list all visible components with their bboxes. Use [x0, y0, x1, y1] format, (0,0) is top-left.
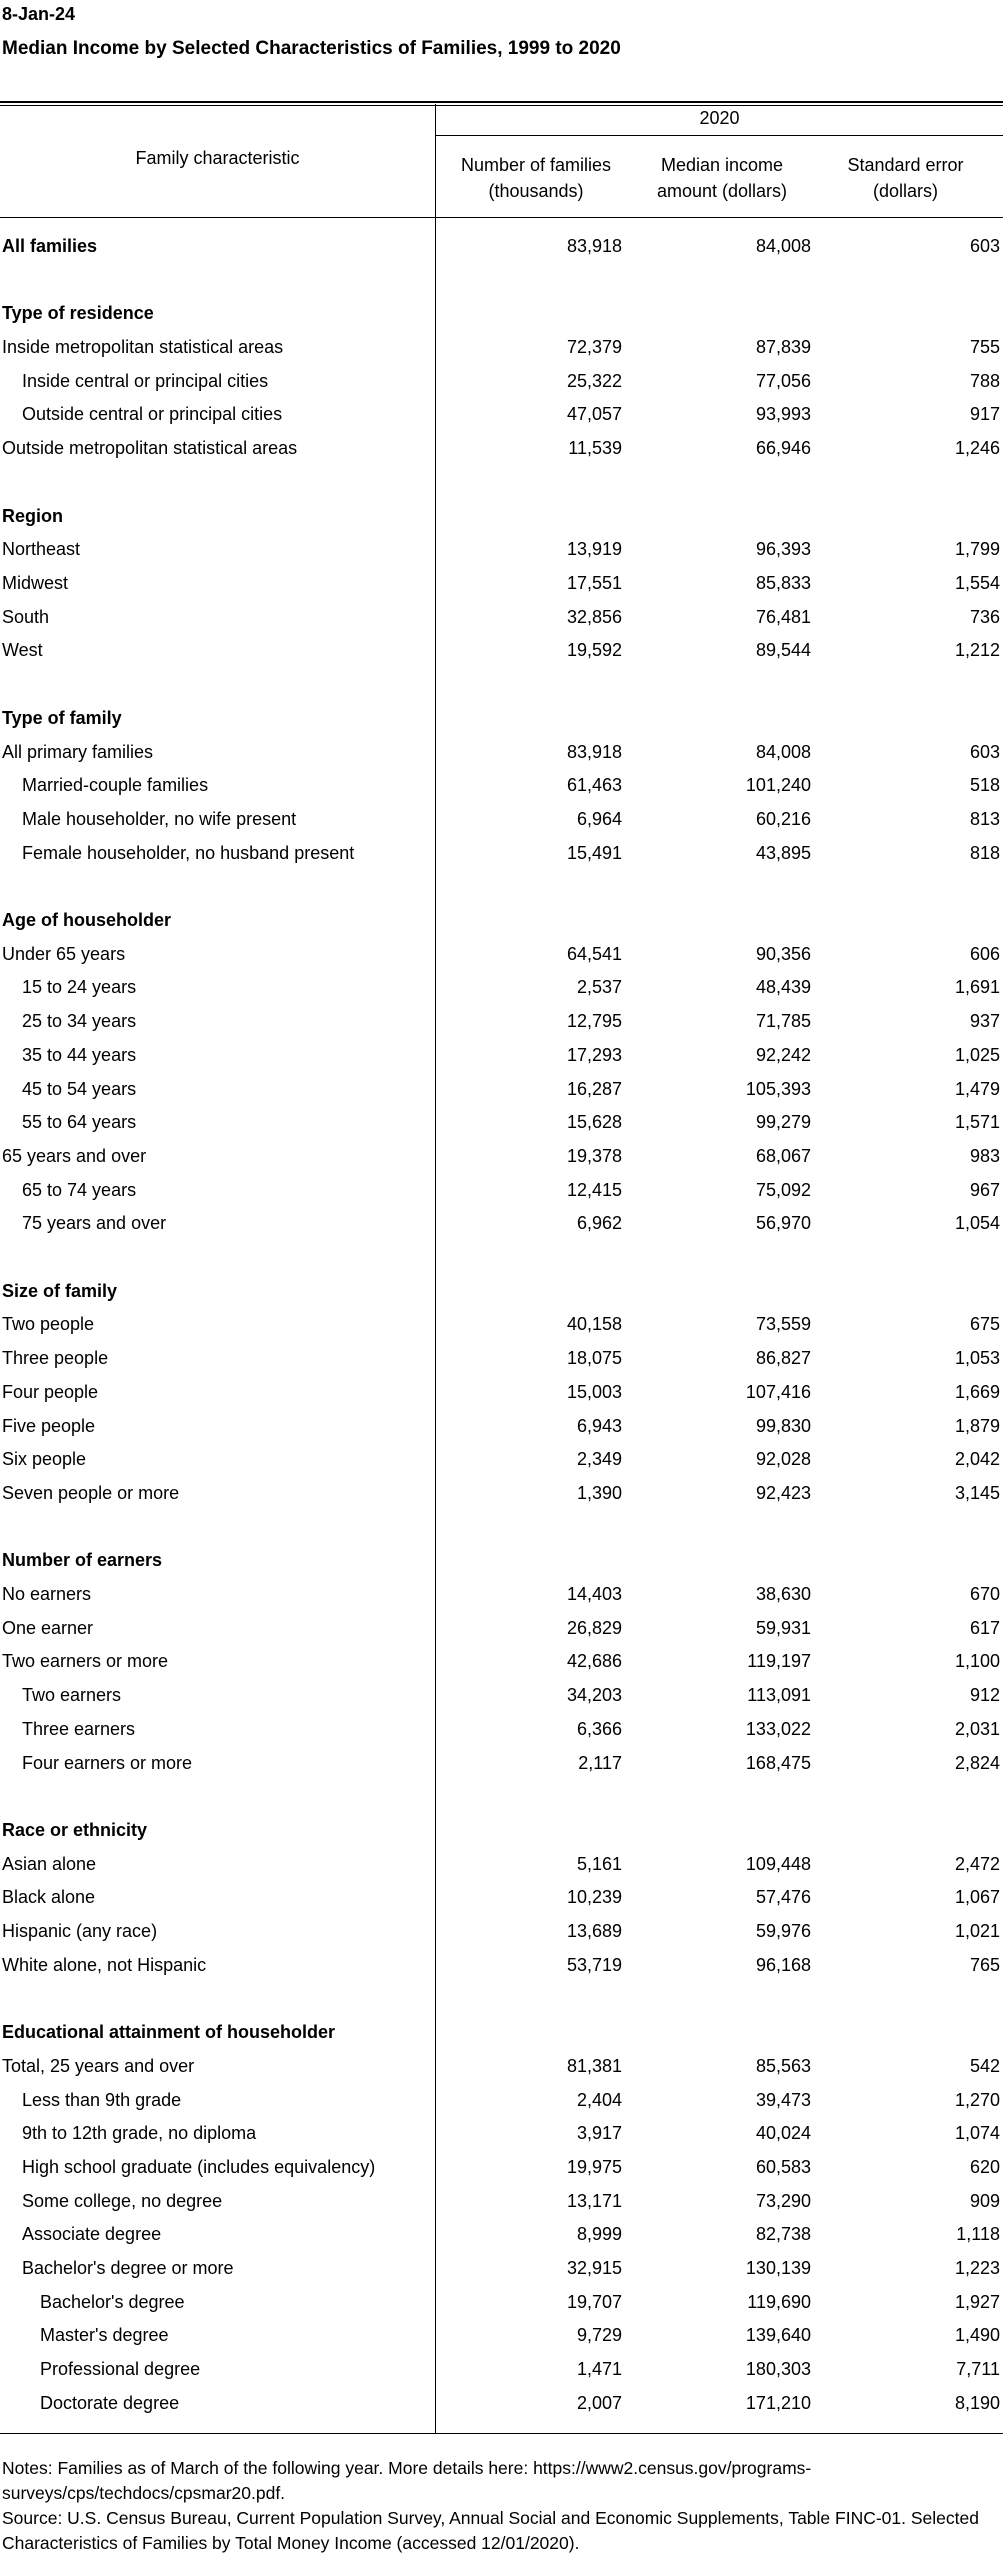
row-label: All primary families — [2, 742, 154, 762]
standard-error-cell: 1,074 — [954, 2123, 1000, 2143]
table-row — [0, 366, 1003, 396]
row-label: Doctorate degree — [40, 2393, 180, 2413]
table-row — [0, 1074, 1003, 1104]
median-income-cell: 38,630 — [755, 1584, 811, 1604]
row-label: Outside central or principal cities — [22, 404, 283, 424]
table-row — [0, 1411, 1003, 1441]
standard-error-cell: 1,270 — [954, 2090, 1000, 2110]
column-header-line: Standard error — [847, 155, 964, 175]
table-top-rule — [0, 101, 1003, 106]
standard-error-cell: 1,053 — [954, 1348, 1000, 1368]
table-row — [0, 2152, 1003, 2182]
number-of-families-cell: 13,919 — [566, 539, 622, 559]
section-label: Age of householder — [2, 910, 172, 930]
standard-error-cell: 518 — [969, 775, 1000, 795]
number-of-families-cell: 3,917 — [576, 2123, 622, 2143]
row-label: Five people — [2, 1416, 96, 1436]
number-of-families-cell: 81,381 — [566, 2056, 622, 2076]
standard-error-cell: 983 — [969, 1146, 1000, 1166]
median-income-cell: 92,242 — [755, 1045, 811, 1065]
column-header-line: Number of families — [460, 155, 612, 175]
median-income-cell: 85,563 — [755, 2056, 811, 2076]
row-label: Three earners — [22, 1719, 136, 1739]
standard-error-cell: 917 — [969, 404, 1000, 424]
table-row — [0, 1680, 1003, 1710]
standard-error-cell: 1,246 — [954, 438, 1000, 458]
number-of-families-cell: 5,161 — [576, 1854, 622, 1874]
median-income-cell: 85,833 — [755, 573, 811, 593]
table-row — [0, 804, 1003, 834]
standard-error-cell: 3,145 — [954, 1483, 1000, 1503]
section-label: Type of family — [2, 708, 122, 728]
table-row — [0, 1141, 1003, 1171]
median-income-cell: 48,439 — [755, 977, 811, 997]
standard-error-cell: 818 — [969, 843, 1000, 863]
standard-error-cell: 912 — [969, 1685, 1000, 1705]
table-row — [0, 1478, 1003, 1508]
standard-error-cell: 1,799 — [954, 539, 1000, 559]
standard-error-cell: 8,190 — [954, 2393, 1000, 2413]
median-income-cell: 133,022 — [745, 1719, 811, 1739]
row-label: West — [2, 640, 43, 660]
table-row — [0, 399, 1003, 429]
median-income-cell: 73,290 — [755, 2191, 811, 2211]
row-label: No earners — [2, 1584, 92, 1604]
table-row — [0, 2320, 1003, 2350]
table-row — [0, 2219, 1003, 2249]
standard-error-cell: 1,669 — [954, 1382, 1000, 1402]
number-of-families-cell: 40,158 — [566, 1314, 622, 1334]
median-income-cell: 92,423 — [755, 1483, 811, 1503]
number-of-families-cell: 19,592 — [566, 640, 622, 660]
number-of-families-cell: 47,057 — [566, 404, 622, 424]
standard-error-cell: 1,067 — [954, 1887, 1000, 1907]
standard-error-cell: 1,927 — [954, 2292, 1000, 2312]
standard-error-cell: 2,472 — [954, 1854, 1000, 1874]
median-income-cell: 59,976 — [755, 1921, 811, 1941]
table-row — [0, 2085, 1003, 2115]
row-label: Male householder, no wife present — [22, 809, 297, 829]
standard-error-cell: 675 — [969, 1314, 1000, 1334]
standard-error-cell: 909 — [969, 2191, 1000, 2211]
row-label: Two people — [2, 1314, 95, 1334]
column-header-number-of-families — [436, 152, 636, 204]
row-label: Four earners or more — [22, 1753, 193, 1773]
table-row — [0, 1444, 1003, 1474]
table-row — [0, 1343, 1003, 1373]
median-income-cell: 87,839 — [755, 337, 811, 357]
median-income-cell: 99,830 — [755, 1416, 811, 1436]
standard-error-cell: 2,824 — [954, 1753, 1000, 1773]
number-of-families-cell: 6,366 — [576, 1719, 622, 1739]
number-of-families-cell: 2,537 — [576, 977, 622, 997]
number-of-families-cell: 72,379 — [566, 337, 622, 357]
row-label: Inside central or principal cities — [22, 371, 269, 391]
row-label: Total, 25 years and over — [2, 2056, 195, 2076]
number-of-families-cell: 6,964 — [576, 809, 622, 829]
standard-error-cell: 1,118 — [956, 2224, 1000, 2244]
table-row — [0, 972, 1003, 1002]
row-label: Associate degree — [22, 2224, 162, 2244]
row-label: Black alone — [2, 1887, 96, 1907]
table-row — [0, 1107, 1003, 1137]
standard-error-cell: 755 — [969, 337, 1000, 357]
standard-error-cell: 1,691 — [954, 977, 1000, 997]
table-row — [0, 1040, 1003, 1070]
median-income-cell: 60,583 — [755, 2157, 811, 2177]
standard-error-cell: 1,879 — [954, 1416, 1000, 1436]
median-income-cell: 76,481 — [755, 607, 811, 627]
median-income-cell: 96,168 — [755, 1955, 811, 1975]
family-characteristic-header: Family characteristic — [135, 148, 300, 168]
table-row — [0, 568, 1003, 598]
column-header-line: (dollars) — [872, 181, 938, 201]
table-row — [0, 2051, 1003, 2081]
page-title: Median Income by Selected Characteristics of Families, 1999 to 2020 — [2, 38, 621, 59]
row-label: Bachelor's degree or more — [22, 2258, 234, 2278]
section-label: Number of earners — [2, 1550, 163, 1570]
table-row — [0, 332, 1003, 362]
standard-error-cell: 967 — [969, 1180, 1000, 1200]
row-label: Six people — [2, 1449, 87, 1469]
section-heading — [0, 1815, 1003, 1845]
row-label: 45 to 54 years — [22, 1079, 137, 1099]
standard-error-cell: 765 — [969, 1955, 1000, 1975]
row-label: 65 to 74 years — [22, 1180, 137, 1200]
standard-error-cell: 670 — [969, 1584, 1000, 1604]
standard-error-cell: 620 — [969, 2157, 1000, 2177]
number-of-families-cell: 2,404 — [576, 2090, 622, 2110]
section-label: Type of residence — [2, 303, 154, 323]
section-heading — [0, 1276, 1003, 1306]
row-label: Bachelor's degree — [40, 2292, 185, 2312]
standard-error-cell: 603 — [969, 236, 1000, 256]
table-row — [0, 1377, 1003, 1407]
number-of-families-cell: 26,829 — [566, 1618, 622, 1638]
standard-error-cell: 7,711 — [956, 2359, 1000, 2379]
number-of-families-cell: 16,287 — [566, 1079, 622, 1099]
standard-error-cell: 617 — [969, 1618, 1000, 1638]
median-income-cell: 56,970 — [755, 1213, 811, 1233]
standard-error-cell: 1,025 — [954, 1045, 1000, 1065]
row-label: White alone, not Hispanic — [2, 1955, 207, 1975]
number-of-families-cell: 6,962 — [576, 1213, 622, 1233]
median-income-cell: 68,067 — [755, 1146, 811, 1166]
standard-error-cell: 1,490 — [954, 2325, 1000, 2345]
standard-error-cell: 1,054 — [954, 1213, 1000, 1233]
table-row — [0, 433, 1003, 463]
median-income-cell: 43,895 — [755, 843, 811, 863]
header-bottom-rule — [0, 217, 1003, 218]
median-income-cell: 139,640 — [745, 2325, 811, 2345]
number-of-families-cell: 6,943 — [576, 1416, 622, 1436]
median-income-cell: 168,475 — [745, 1753, 811, 1773]
row-label: High school graduate (includes equivalency) — [22, 2157, 376, 2177]
table-row — [0, 1309, 1003, 1339]
number-of-families-cell: 17,293 — [566, 1045, 622, 1065]
median-income-cell: 105,393 — [745, 1079, 811, 1099]
section-heading — [0, 703, 1003, 733]
number-of-families-cell: 19,378 — [566, 1146, 622, 1166]
median-income-cell: 171,210 — [745, 2393, 811, 2413]
median-income-cell: 93,993 — [755, 404, 811, 424]
median-income-cell: 84,008 — [755, 236, 811, 256]
number-of-families-cell: 1,471 — [576, 2359, 622, 2379]
section-heading — [0, 501, 1003, 531]
number-of-families-cell: 64,541 — [566, 944, 622, 964]
number-of-families-cell: 15,628 — [566, 1112, 622, 1132]
table-row — [0, 231, 1003, 261]
table-bottom-rule — [0, 2433, 1003, 2434]
notes-block — [2, 2456, 998, 2556]
column-header-line: (thousands) — [488, 181, 584, 201]
median-income-cell: 57,476 — [755, 1887, 811, 1907]
row-label: South — [2, 607, 50, 627]
row-label: Three people — [2, 1348, 109, 1368]
row-label: Seven people or more — [2, 1483, 180, 1503]
row-label: 75 years and over — [22, 1213, 167, 1233]
table-row — [0, 1006, 1003, 1036]
column-header-standard-error — [808, 152, 1003, 204]
table-row — [0, 1849, 1003, 1879]
row-label: 55 to 64 years — [22, 1112, 137, 1132]
median-income-cell: 66,946 — [755, 438, 811, 458]
source-text: Source: U.S. Census Bureau, Current Population Survey, Annual Social and Economic Supplements, Table FINC-01. Selected Characteristics of Families by Total Money Income (accessed 12/01/2020). — [2, 2508, 979, 2553]
section-heading — [0, 298, 1003, 328]
number-of-families-cell: 11,539 — [568, 438, 622, 458]
table-row — [0, 2354, 1003, 2384]
median-income-cell: 99,279 — [755, 1112, 811, 1132]
number-of-families-cell: 1,390 — [576, 1483, 622, 1503]
median-income-cell: 109,448 — [745, 1854, 811, 1874]
row-label: 25 to 34 years — [22, 1011, 137, 1031]
number-of-families-cell: 53,719 — [566, 1955, 622, 1975]
table-row — [0, 602, 1003, 632]
row-label: One earner — [2, 1618, 94, 1638]
row-label: 15 to 24 years — [22, 977, 137, 997]
number-of-families-cell: 2,117 — [578, 1753, 622, 1773]
number-of-families-cell: 83,918 — [566, 742, 622, 762]
median-income-cell: 89,544 — [755, 640, 811, 660]
column-header-median-income — [636, 152, 808, 204]
median-income-cell: 75,092 — [755, 1180, 811, 1200]
standard-error-cell: 937 — [969, 1011, 1000, 1031]
standard-error-cell: 1,479 — [954, 1079, 1000, 1099]
table-row — [0, 1950, 1003, 1980]
table-row — [0, 1613, 1003, 1643]
number-of-families-cell: 2,349 — [576, 1449, 622, 1469]
row-label: Less than 9th grade — [22, 2090, 182, 2110]
table-row — [0, 534, 1003, 564]
median-income-cell: 59,931 — [755, 1618, 811, 1638]
row-label: Hispanic (any race) — [2, 1921, 158, 1941]
standard-error-cell: 1,223 — [954, 2258, 1000, 2278]
number-of-families-cell: 13,689 — [566, 1921, 622, 1941]
table-row — [0, 1714, 1003, 1744]
number-of-families-cell: 14,403 — [566, 1584, 622, 1604]
standard-error-cell: 1,021 — [954, 1921, 1000, 1941]
number-of-families-cell: 8,999 — [576, 2224, 622, 2244]
number-of-families-cell: 17,551 — [566, 573, 622, 593]
standard-error-cell: 813 — [969, 809, 1000, 829]
row-label: Northeast — [2, 539, 81, 559]
number-of-families-cell: 12,415 — [566, 1180, 622, 1200]
row-label: Master's degree — [40, 2325, 169, 2345]
number-of-families-cell: 2,007 — [576, 2393, 622, 2413]
row-label: 35 to 44 years — [22, 1045, 137, 1065]
column-header-line: amount (dollars) — [656, 181, 788, 201]
number-of-families-cell: 10,239 — [566, 1887, 622, 1907]
median-income-cell: 107,416 — [745, 1382, 811, 1402]
row-label: Two earners — [22, 1685, 122, 1705]
table-row — [0, 1646, 1003, 1676]
table-row — [0, 635, 1003, 665]
standard-error-cell: 603 — [969, 742, 1000, 762]
year-header-rule — [436, 135, 1003, 136]
section-label: Race or ethnicity — [2, 1820, 148, 1840]
standard-error-cell: 1,212 — [954, 640, 1000, 660]
table-row — [0, 2186, 1003, 2216]
table-row — [0, 1882, 1003, 1912]
table-row — [0, 939, 1003, 969]
row-label: Inside metropolitan statistical areas — [2, 337, 284, 357]
number-of-families-cell: 19,975 — [566, 2157, 622, 2177]
notes-text: Notes: Families as of March of the following year. More details here: https://www2.census.gov/programs-surveys/cps/techdocs/cpsmar20.pdf. — [2, 2458, 812, 2503]
median-income-cell: 73,559 — [755, 1314, 811, 1334]
table-row — [0, 1175, 1003, 1205]
standard-error-cell: 788 — [969, 371, 1000, 391]
standard-error-cell: 1,100 — [954, 1651, 1000, 1671]
median-income-cell: 77,056 — [755, 371, 811, 391]
section-label: Educational attainment of householder — [2, 2022, 336, 2042]
median-income-cell: 92,028 — [755, 1449, 811, 1469]
median-income-cell: 82,738 — [755, 2224, 811, 2244]
table-row — [0, 1916, 1003, 1946]
median-income-cell: 96,393 — [755, 539, 811, 559]
table-row — [0, 737, 1003, 767]
number-of-families-cell: 61,463 — [566, 775, 622, 795]
standard-error-cell: 2,042 — [954, 1449, 1000, 1469]
number-of-families-cell: 18,075 — [566, 1348, 622, 1368]
report-date: 8-Jan-24 — [2, 4, 76, 24]
median-income-cell: 101,240 — [745, 775, 811, 795]
median-income-cell: 180,303 — [745, 2359, 811, 2379]
row-label: Four people — [2, 1382, 99, 1402]
median-income-cell: 71,785 — [755, 1011, 811, 1031]
row-label: 65 years and over — [2, 1146, 147, 1166]
standard-error-cell: 1,554 — [954, 573, 1000, 593]
table-row — [0, 2253, 1003, 2283]
median-income-cell: 119,197 — [747, 1651, 811, 1671]
standard-error-cell: 542 — [969, 2056, 1000, 2076]
standard-error-cell: 1,571 — [954, 1112, 1000, 1132]
median-income-cell: 40,024 — [755, 2123, 811, 2143]
row-label: Outside metropolitan statistical areas — [2, 438, 298, 458]
median-income-cell: 86,827 — [755, 1348, 811, 1368]
number-of-families-cell: 13,171 — [566, 2191, 622, 2211]
section-heading — [0, 1545, 1003, 1575]
standard-error-cell: 2,031 — [954, 1719, 1000, 1739]
column-header-line: Median income — [660, 155, 784, 175]
median-income-cell: 90,356 — [755, 944, 811, 964]
section-label: Region — [2, 506, 63, 526]
year-header: 2020 — [699, 108, 740, 128]
standard-error-cell: 606 — [969, 944, 1000, 964]
row-label: All families — [2, 236, 98, 256]
median-income-cell: 113,091 — [747, 1685, 811, 1705]
section-label: Size of family — [2, 1281, 118, 1301]
number-of-families-cell: 83,918 — [566, 236, 622, 256]
number-of-families-cell: 42,686 — [566, 1651, 622, 1671]
table-row — [0, 2287, 1003, 2317]
row-label: Midwest — [2, 573, 69, 593]
table-row — [0, 1579, 1003, 1609]
median-income-cell: 119,690 — [747, 2292, 811, 2312]
row-label: Under 65 years — [2, 944, 126, 964]
row-label: Female householder, no husband present — [22, 843, 355, 863]
row-label: Two earners or more — [2, 1651, 169, 1671]
number-of-families-cell: 34,203 — [566, 1685, 622, 1705]
number-of-families-cell: 25,322 — [566, 371, 622, 391]
table-row — [0, 838, 1003, 868]
table-row — [0, 770, 1003, 800]
table-row — [0, 1208, 1003, 1238]
number-of-families-cell: 15,003 — [566, 1382, 622, 1402]
section-heading — [0, 2017, 1003, 2047]
median-income-cell: 60,216 — [755, 809, 811, 829]
table-row — [0, 1748, 1003, 1778]
number-of-families-cell: 19,707 — [566, 2292, 622, 2312]
row-label: Some college, no degree — [22, 2191, 223, 2211]
row-label: Asian alone — [2, 1854, 97, 1874]
median-income-cell: 39,473 — [755, 2090, 811, 2110]
number-of-families-cell: 32,856 — [566, 607, 622, 627]
median-income-cell: 84,008 — [755, 742, 811, 762]
row-label: 9th to 12th grade, no diploma — [22, 2123, 257, 2143]
table-row — [0, 2118, 1003, 2148]
number-of-families-cell: 12,795 — [566, 1011, 622, 1031]
table-row — [0, 2388, 1003, 2418]
number-of-families-cell: 9,729 — [576, 2325, 622, 2345]
standard-error-cell: 736 — [969, 607, 1000, 627]
row-label: Married-couple families — [22, 775, 209, 795]
row-label: Professional degree — [40, 2359, 201, 2379]
median-income-cell: 130,139 — [745, 2258, 811, 2278]
number-of-families-cell: 15,491 — [566, 843, 622, 863]
number-of-families-cell: 32,915 — [566, 2258, 622, 2278]
section-heading — [0, 905, 1003, 935]
